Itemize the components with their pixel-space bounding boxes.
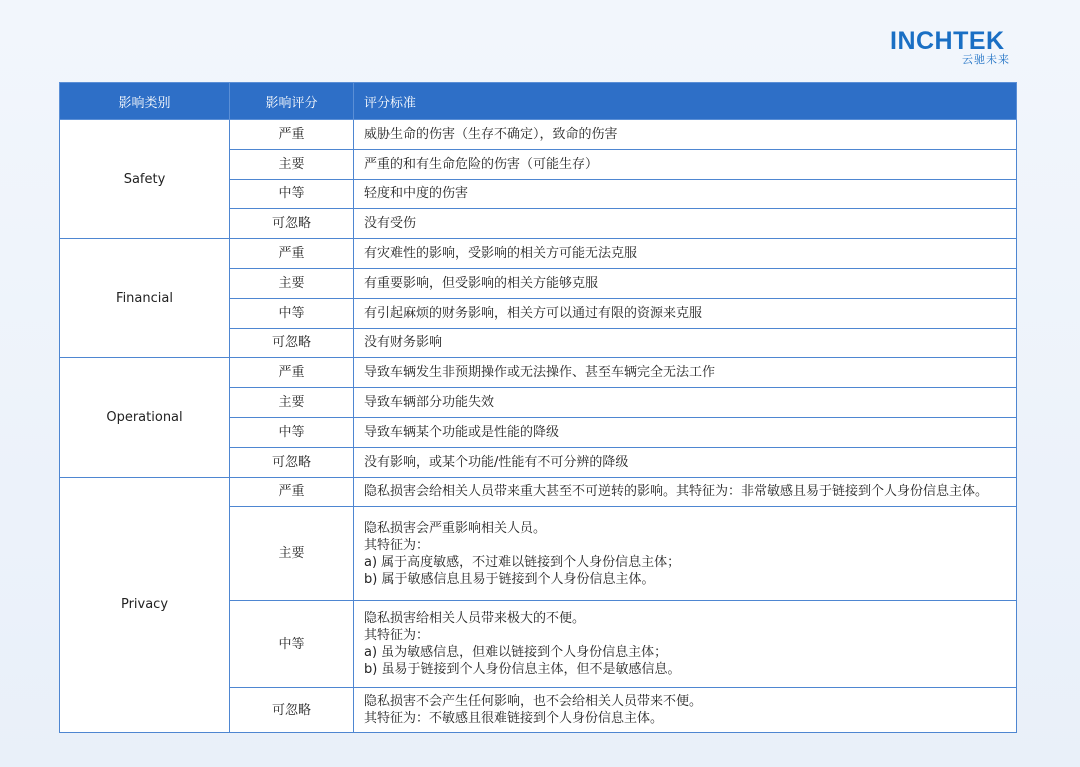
criteria-line: b) 属于敏感信息且易于链接到个人身份信息主体。 [364, 571, 655, 587]
rating-criteria-cell [354, 239, 1017, 269]
criteria-line: 隐私损害会给相关人员带来重大甚至不可逆转的影响。其特征为：非常敏感且易于链接到个人身份信息主体。 [364, 484, 989, 500]
rating-criteria-cell [354, 388, 1017, 418]
criteria-line: 威胁生命的伤害（生存不确定），致命的伤害 [364, 126, 618, 142]
criteria-line: 其特征为：不敏感且很难链接到个人身份信息主体。 [364, 711, 664, 727]
criteria-line: 有重要影响，但受影响的相关方能够克服 [364, 275, 599, 291]
impact-category-cell: Financial [60, 239, 230, 358]
rating-criteria-cell [354, 507, 1017, 601]
impact-score-cell: 可忽略 [230, 209, 354, 239]
impact-category-cell: Safety [60, 120, 230, 239]
impact-rating-table [59, 82, 1017, 733]
brand-logo [890, 28, 1014, 68]
criteria-line: 其特征为： [364, 537, 430, 553]
criteria-line: 导致车辆发生非预期操作或无法操作、甚至车辆完全无法工作 [364, 365, 716, 381]
impact-score-cell: 主要 [230, 388, 354, 418]
rating-criteria-cell [354, 447, 1017, 477]
table-row [60, 477, 1017, 507]
impact-score-cell: 可忽略 [230, 447, 354, 477]
rating-criteria-cell [354, 268, 1017, 298]
impact-category-cell: Operational [60, 358, 230, 477]
impact-score-cell: 中等 [230, 417, 354, 447]
impact-score-cell: 中等 [230, 298, 354, 328]
rating-criteria-cell [354, 328, 1017, 358]
criteria-line: 没有财务影响 [364, 335, 443, 351]
criteria-line: 隐私损害给相关人员带来极大的不便。 [364, 611, 586, 627]
criteria-line: b) 虽易于链接到个人身份信息主体，但不是敏感信息。 [364, 662, 681, 678]
impact-score-cell: 主要 [230, 149, 354, 179]
header-impact-category: 影响类别 [60, 83, 230, 120]
criteria-line: 导致车辆部分功能失效 [364, 395, 495, 411]
brand-subtitle: 云驰未来 [962, 53, 1010, 66]
rating-criteria-cell [354, 209, 1017, 239]
impact-score-cell: 中等 [230, 601, 354, 688]
criteria-line: 导致车辆某个功能或是性能的降级 [364, 424, 560, 440]
criteria-line: a) 虽为敏感信息，但难以链接到个人身份信息主体； [364, 645, 668, 661]
impact-score-cell: 主要 [230, 507, 354, 601]
table-row [60, 358, 1017, 388]
table-header-row [60, 83, 1017, 120]
header-impact-score: 影响评分 [230, 83, 354, 120]
rating-criteria-cell [354, 601, 1017, 688]
criteria-line: 轻度和中度的伤害 [364, 186, 469, 202]
impact-score-cell: 严重 [230, 477, 354, 507]
impact-category-cell: Privacy [60, 477, 230, 733]
rating-criteria-cell [354, 417, 1017, 447]
rating-criteria-cell [354, 477, 1017, 507]
brand-name: INCHTEK [890, 27, 1005, 55]
criteria-line: 其特征为： [364, 628, 430, 644]
impact-score-cell: 主要 [230, 268, 354, 298]
criteria-line: 隐私损害不会产生任何影响，也不会给相关人员带来不便。 [364, 694, 703, 710]
table-body [60, 120, 1017, 733]
header-rating-criteria: 评分标准 [354, 83, 1017, 120]
criteria-line: 严重的和有生命危险的伤害（可能生存） [364, 156, 599, 172]
table-row [60, 239, 1017, 269]
criteria-line: 没有受伤 [364, 216, 417, 232]
criteria-line: 有引起麻烦的财务影响，相关方可以通过有限的资源来克服 [364, 305, 703, 321]
criteria-line: 有灾难性的影响，受影响的相关方可能无法克服 [364, 246, 638, 262]
impact-score-cell: 严重 [230, 358, 354, 388]
impact-score-cell: 严重 [230, 120, 354, 150]
impact-score-cell: 严重 [230, 239, 354, 269]
table-row [60, 120, 1017, 150]
criteria-line: 隐私损害会严重影响相关人员。 [364, 520, 547, 536]
rating-criteria-cell [354, 179, 1017, 209]
rating-criteria-cell [354, 298, 1017, 328]
rating-criteria-cell [354, 688, 1017, 733]
criteria-line: 没有影响，或某个功能/性能有不可分辨的降级 [364, 454, 629, 470]
rating-criteria-cell [354, 120, 1017, 150]
criteria-line: a) 属于高度敏感，不过难以链接到个人身份信息主体； [364, 554, 681, 570]
impact-score-cell: 中等 [230, 179, 354, 209]
rating-criteria-cell [354, 149, 1017, 179]
impact-score-cell: 可忽略 [230, 688, 354, 733]
rating-criteria-cell [354, 358, 1017, 388]
impact-score-cell: 可忽略 [230, 328, 354, 358]
